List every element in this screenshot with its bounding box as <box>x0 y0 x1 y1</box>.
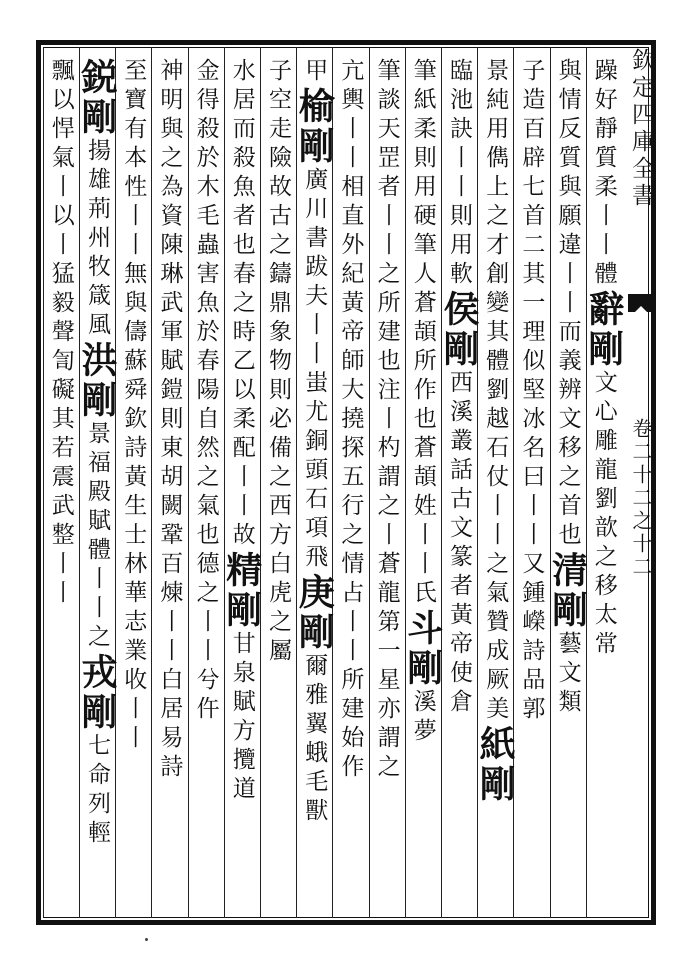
entry-text: 西溪叢話古文篆者黃帝使倉 <box>446 370 472 718</box>
entry-text: 景福殿賦體丨丨之 <box>84 421 110 653</box>
entry-text: 爾雅翼蛾毛獸 <box>301 653 328 827</box>
entry-heading: 榆剛 <box>293 87 336 167</box>
entry-text: 人蒼頡所作也蒼頡姓丨丨氏 <box>409 261 436 609</box>
center-margin <box>626 48 656 878</box>
entry-text: 筆談天罡者丨丨之所建也注丨杓謂之丨蒼龍第一星亦謂之 <box>373 58 400 783</box>
entry-text: 躁好靜質柔丨丨體 <box>590 58 617 290</box>
entry-heading: 戎剛 <box>76 653 118 733</box>
entry-text: 丨丨而義辨文移之首也 <box>554 261 581 551</box>
stray-mark <box>145 938 148 941</box>
entry-text: 德之丨丨兮仵 <box>192 551 219 725</box>
entry-text: 筆紙柔則用硬筆 <box>409 58 436 261</box>
entry-text: 子 <box>265 58 291 87</box>
entry-text: 武整丨丨 <box>47 493 74 609</box>
entry-text: 臨池訣丨丨則用軟 <box>446 58 472 290</box>
entry-heading: 清剛 <box>546 551 589 631</box>
entry-text: 藝文類 <box>554 631 581 718</box>
entry-heading: 侯剛 <box>438 290 480 370</box>
book-title: 欽定四庫全書 <box>628 48 654 210</box>
entry-heading: 精剛 <box>220 551 263 631</box>
entry-text: 甘泉賦方攬道 <box>228 631 255 805</box>
entry-text: 神明與之為資陳琳武軍賦鎧則東胡闕鞏百煉丨丨白居易詩 <box>156 58 183 783</box>
entry-text: 甲 <box>301 58 328 87</box>
text-column <box>38 58 84 908</box>
entry-text: 猛毅聲訇礙其若震 <box>47 261 74 493</box>
entry-text: 水居而殺魚者也春之時乙以柔配丨丨故 <box>228 58 255 551</box>
entry-text: 子造百辟七首二其一理似堅冰名曰丨丨又鍾嶸詩品郭 <box>518 58 545 725</box>
entry-text: 西方白虎之屬 <box>265 493 291 667</box>
entry-text: 溪夢 <box>409 689 436 747</box>
entry-text: 與情反質與願違 <box>554 58 581 261</box>
entry-heading: 斗剛 <box>401 609 444 689</box>
entry-text: 至寶有本性丨丨無與儔蘇舜欽詩黃生士林華志業收丨丨 <box>120 58 147 754</box>
entry-heading: 紙剛 <box>474 725 517 805</box>
entry-text: 亢輿丨丨相直外紀黃帝師大撓探五行之情占丨丨所建始作 <box>337 58 364 783</box>
entry-text: 揚雄荊州牧箴風 <box>84 138 110 341</box>
volume-number: 卷二十二之十二 <box>629 418 653 579</box>
entry-text: 廣川書跋夫丨丨蚩尤銅頭石項飛 <box>301 167 328 573</box>
entry-text: 七命列輕 <box>84 733 110 849</box>
entry-heading: 洪剛 <box>76 341 118 421</box>
entry-text: 文心雕龍劉歆之移太常 <box>590 370 617 660</box>
entry-text: 空走險故古之鑄鼎象物則必備之 <box>265 87 291 493</box>
entry-text: 金得殺於木毛蟲害魚於春陽自然之氣也 <box>192 58 219 551</box>
fishtail-mark-icon <box>628 294 654 312</box>
entry-heading: 辭剛 <box>582 290 625 370</box>
entry-text: 飄以悍氣丨以丨 <box>47 58 74 261</box>
entry-heading: 鋭剛 <box>76 58 118 138</box>
entry-text: 景純用儁上之才創變其體劉越石仗丨丨之氣贊成厥美 <box>482 58 509 725</box>
entry-heading: 庚剛 <box>293 573 336 653</box>
